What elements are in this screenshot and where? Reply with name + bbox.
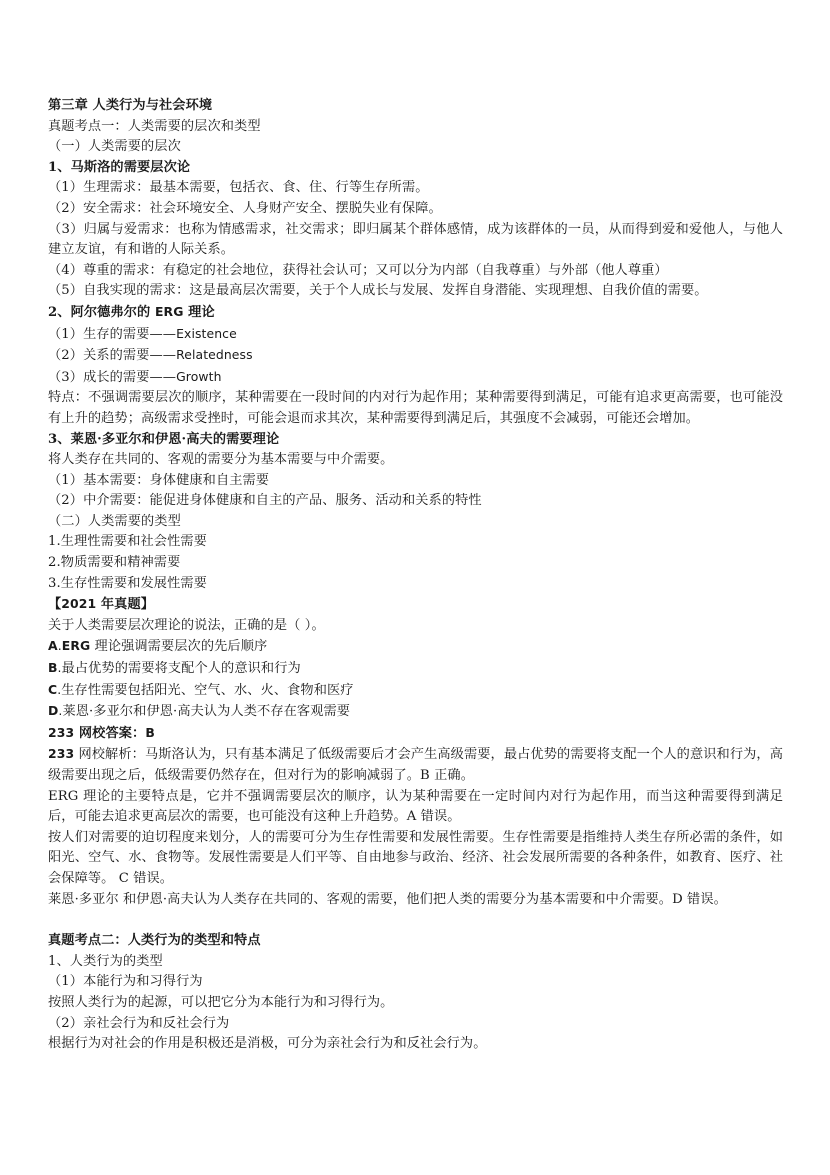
section-one-heading	[48, 117, 783, 138]
option-text: 最占优势的需要将支配个人的意识和行为	[61, 661, 301, 677]
maslow-heading: 1、马斯洛的需要层次论	[48, 159, 191, 175]
exam-option-d	[48, 701, 783, 723]
section-two-label: 真题考点二：	[48, 933, 128, 949]
erg-heading	[48, 302, 783, 324]
exam-option-b	[48, 658, 783, 680]
option-letter: D	[48, 703, 59, 719]
section-two-title: 人类行为的类型和特点	[127, 933, 261, 949]
option-latin: ERG	[61, 638, 91, 654]
section-one-title: 人类需要的层次和类型	[127, 118, 261, 134]
maslow-item: （5）自我实现的需求：这是最高层次需要，关于个人成长与发展、发挥自身潜能、实现理想、自我价值的需要。	[48, 283, 708, 299]
exam-question: 关于人类需要层次理论的说法，正确的是（ ）。	[48, 617, 325, 633]
doyal-gough-intro: 将人类存在共同的、客观的需要分为基本需要与中介需要。	[48, 452, 394, 468]
maslow-item: （4）尊重的需求：有稳定的社会地位，获得社会认可；又可以分为内部（自我尊重）与外部（他人尊重）	[48, 262, 668, 278]
erg-item	[48, 367, 783, 389]
doyal-gough-item: （2）中介需要：能促进身体健康和自主的产品、服务、活动和关系的特性	[48, 493, 482, 509]
exam-year-tag	[48, 594, 783, 616]
doyal-gough-heading: 3、莱恩·多亚尔和伊恩·高夫的需要理论	[48, 431, 280, 447]
option-text: 生存性需要包括阳光、空气、水、火、食物和医疗	[61, 682, 354, 698]
erg-item-latin: Growth	[176, 368, 222, 384]
erg-item-latin: Relatedness	[176, 347, 253, 363]
option-letter: C	[48, 681, 58, 697]
behavior-item-heading: （2）亲社会行为和反社会行为	[48, 1015, 230, 1031]
analysis-brand-number: 233	[48, 746, 75, 762]
option-separator: .	[57, 638, 62, 654]
option-separator: .	[57, 660, 62, 676]
subsection-a-heading: （一）人类需要的层次	[48, 139, 181, 155]
analysis-text: 马斯洛认为，只有基本满足了低级需要后才会产生高级需要，最占优势的需要将支配一个人的意识和行为，高级需要出现之后，低级需要仍然存在，但对行为的影响减弱了。B 正确。	[48, 747, 783, 783]
analysis-label: 网校解析：	[74, 747, 145, 763]
exam-analysis-paragraph: 按人们对需要的迫切程度来划分，人的需要可分为生存性需要和发展性需要。生存性需要是指维持人类生存所必需的条件，如阳光、空气、水、食物等。发展性需要是人们平等、自由地参与政治、经济、社会发展所需要的各种条件，如教育、医疗、社会保障等。 C 错误。	[48, 829, 783, 886]
subsection-b-heading: （二）人类需要的类型	[48, 513, 181, 529]
option-text: 莱恩·多亚尔和伊恩·高夫认为人类不存在客观需要	[62, 704, 351, 720]
maslow-item: （2）安全需求：社会环境安全、人身财产安全、摆脱失业有保障。	[48, 200, 442, 216]
answer-value: B	[145, 724, 155, 740]
document-page	[48, 96, 783, 1055]
option-separator: .	[58, 703, 63, 719]
erg-item-latin: Existence	[176, 325, 237, 341]
answer-brand-number: 233	[48, 724, 75, 740]
need-type-item: 2.物质需要和精神需要	[48, 555, 181, 571]
option-text: 理论强调需要层次的先后顺序	[90, 639, 268, 655]
behavior-type-heading: 1、人类行为的类型	[48, 953, 163, 969]
erg-acronym: ERG	[154, 303, 184, 319]
exam-analysis-first	[48, 744, 783, 786]
chapter-title: 第三章 人类行为与社会环境	[48, 98, 213, 113]
option-letter: B	[48, 660, 58, 676]
answer-label: 网校答案：	[74, 725, 146, 741]
need-type-item: 3.生存性需要和发展性需要	[48, 575, 207, 591]
exam-option-a	[48, 636, 783, 658]
erg-heading-post: 理论	[183, 304, 215, 320]
option-letter: A	[48, 638, 58, 654]
erg-item-cn: （1）生存的需要——	[48, 326, 177, 342]
erg-item	[48, 324, 783, 346]
behavior-item-body: 按照人类行为的起源，可以把它分为本能行为和习得行为。	[48, 994, 394, 1010]
erg-features: 特点：不强调需要层次的顺序，某种需要在一段时间的内对行为起作用；某种需要得到满足，可能有追求更高需要，也可能没有上升的趋势；高级需求受挫时，可能会退而求其次，某种需要得到满足后，其强度不会减弱，可能还会增加。	[48, 390, 783, 426]
section-two-heading	[48, 931, 783, 952]
erg-item-cn: （2）关系的需要——	[48, 348, 177, 364]
erg-item-cn: （3）成长的需要——	[48, 369, 177, 385]
exam-year: 2021	[61, 596, 97, 612]
section-spacer	[48, 910, 783, 931]
exam-option-c	[48, 680, 783, 702]
exam-analysis-paragraph: 莱恩·多亚尔 和伊恩·高夫认为人类存在共同的、客观的需要，他们把人类的需要分为基本需要和中介需要。D 错误。	[48, 891, 727, 907]
section-one-label: 真题考点一：	[48, 118, 128, 134]
exam-tag-pre: 【	[48, 597, 62, 613]
need-type-item: 1.生理性需要和社会性需要	[48, 534, 207, 550]
option-separator: .	[57, 681, 62, 697]
exam-answer	[48, 723, 783, 745]
maslow-item: （3）归属与爱需求：也称为情感需求，社交需求；即归属某个群体感情，成为该群体的一员，从而得到爱和爱他人，与他人建立友谊，有和谐的人际关系。	[48, 221, 783, 258]
exam-tag-post: 年真题】	[96, 597, 155, 613]
erg-heading-pre: 2、阿尔德弗尔的	[48, 304, 155, 320]
maslow-item: （1）生理需求：最基本需要，包括衣、食、住、行等生存所需。	[48, 180, 429, 196]
behavior-item-heading: （1）本能行为和习得行为	[48, 974, 203, 990]
behavior-item-body: 根据行为对社会的作用是积极还是消极，可分为亲社会行为和反社会行为。	[48, 1036, 487, 1052]
erg-item	[48, 345, 783, 367]
doyal-gough-item: （1）基本需要：身体健康和自主需要	[48, 472, 270, 488]
exam-analysis-paragraph: ERG 理论的主要特点是，它并不强调需要层次的顺序，认为某种需要在一定时间内对行为起作用，而当这种需要得到满足后，可能去追求更高层次的需要，也可能没有这种上升趋势。A 错误。	[48, 788, 783, 825]
